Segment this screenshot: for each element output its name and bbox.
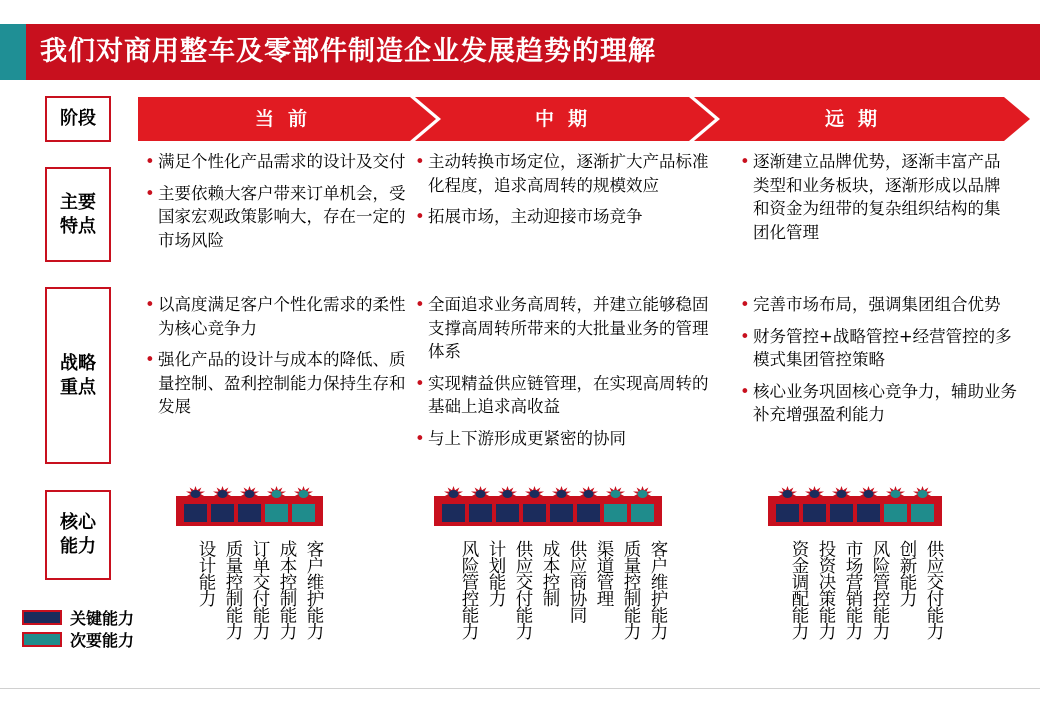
capability-block-key xyxy=(776,504,799,522)
capability-star-core xyxy=(783,490,793,498)
capability-star-core xyxy=(891,490,901,498)
phase-label-far: 远期 xyxy=(824,108,891,130)
capability-labels-far xyxy=(785,540,947,639)
bullet-item: • 实现精益供应链管理，在实现高周转的基础上追求高收益 xyxy=(415,373,709,416)
bullet-item: • 逐渐建立品牌优势，逐渐丰富产品类型和业务板块，逐渐形成以品牌和资金为纽带的复杂组织结构的集团化管理 xyxy=(740,152,1001,242)
bullet-dot-icon: • xyxy=(740,295,750,314)
capability-star-core xyxy=(218,490,228,498)
capability-block-key xyxy=(550,504,573,522)
row-label-features: 主要 特点 xyxy=(45,167,111,262)
capability-blocks-current xyxy=(176,484,323,530)
capability-label: 质量控制能力 xyxy=(223,540,243,639)
legend-label-secondary: 次要能力 xyxy=(70,631,135,650)
capability-star-core xyxy=(810,490,820,498)
capability-block-secondary xyxy=(604,504,627,522)
capability-label: 成本控制 xyxy=(540,540,560,606)
strategy-mid xyxy=(415,293,715,458)
capability-block-key xyxy=(496,504,519,522)
bullet-item: • 核心业务巩固核心竞争力，辅助业务补充增强盈利能力 xyxy=(740,381,1017,424)
capability-label: 创新能力 xyxy=(897,540,917,606)
capability-star-core xyxy=(611,490,621,498)
bullet-dot-icon: • xyxy=(740,152,750,171)
bullet-item: • 与上下游形成更紧密的协同 xyxy=(415,427,715,451)
capability-blocks-far xyxy=(768,484,942,530)
bullet-item: • 全面追求业务高周转，并建立能够稳固支撑高周转所带来的大批量业务的管理体系 xyxy=(415,295,709,361)
capability-star-core xyxy=(299,490,309,498)
capability-block-key xyxy=(523,504,546,522)
capability-label: 计划能力 xyxy=(486,540,506,606)
capability-label: 供应交付能力 xyxy=(924,540,944,639)
capability-block-secondary xyxy=(911,504,934,522)
capability-label: 客户维护能力 xyxy=(304,540,324,639)
capability-block-key xyxy=(857,504,880,522)
bullet-dot-icon: • xyxy=(145,183,155,203)
capability-label: 风险管控能力 xyxy=(459,540,479,639)
bullet-dot-icon: • xyxy=(415,373,425,393)
capability-block-key xyxy=(830,504,853,522)
capability-block-key xyxy=(577,504,600,522)
capability-block-key xyxy=(803,504,826,522)
capability-star-core xyxy=(245,490,255,498)
capability-star-core xyxy=(837,490,847,498)
capability-label: 设计能力 xyxy=(196,540,216,606)
phase-chevrons xyxy=(138,97,1030,141)
capability-star-core xyxy=(918,490,928,498)
legend-label-key: 关键能力 xyxy=(70,609,135,628)
capability-block-secondary xyxy=(265,504,288,522)
capability-star-core xyxy=(584,490,594,498)
capability-star-core xyxy=(272,490,282,498)
capability-star-core xyxy=(530,490,540,498)
capability-block-key xyxy=(211,504,234,522)
bullet-item: • 拓展市场，主动迎接市场竞争 xyxy=(415,205,715,229)
capability-block-key xyxy=(469,504,492,522)
capability-star-core xyxy=(557,490,567,498)
bullet-dot-icon: • xyxy=(145,350,155,369)
bullet-item: • 主动转换市场定位，逐渐扩大产品标准化程度，追求高周转的规模效应 xyxy=(415,152,709,195)
capability-label: 订单交付能力 xyxy=(250,540,270,639)
strategy-current xyxy=(145,293,407,427)
bullet-dot-icon: • xyxy=(740,326,750,346)
bullet-dot-icon: • xyxy=(145,152,155,171)
capability-star-core xyxy=(503,490,513,498)
page-title: 我们对商用整车及零部件制造企业发展趋势的理解 xyxy=(40,36,656,67)
capability-label: 供应交付能力 xyxy=(513,540,533,639)
strategy-far xyxy=(740,293,1022,435)
bullet-item: • 满足个性化产品需求的设计及交付 xyxy=(145,150,410,174)
capability-label: 渠道管理 xyxy=(594,540,614,606)
title-bar xyxy=(0,24,1040,80)
legend-key xyxy=(22,606,134,629)
features-mid xyxy=(415,150,715,237)
bullet-item: • 以高度满足客户个性化需求的柔性为核心竞争力 xyxy=(145,295,406,338)
row-label-core: 核心 能力 xyxy=(45,490,111,580)
bullet-item: • 财务管控+战略管控+经营管控的多模式集团管控策略 xyxy=(740,326,1012,369)
capability-block-secondary xyxy=(631,504,654,522)
capability-blocks-mid xyxy=(434,484,662,530)
capability-labels-mid xyxy=(455,540,671,639)
legend-secondary xyxy=(22,628,134,651)
capability-block-key xyxy=(238,504,261,522)
capability-star-core xyxy=(476,490,486,498)
legend-swatch-key xyxy=(22,610,62,625)
footer-divider xyxy=(0,688,1040,689)
bullet-dot-icon: • xyxy=(740,381,750,401)
bullet-dot-icon: • xyxy=(415,207,425,226)
row-label-stage: 阶段 xyxy=(45,96,111,142)
row-label-strategy: 战略 重点 xyxy=(45,287,111,464)
capability-block-secondary xyxy=(884,504,907,522)
phase-label-current: 当前 xyxy=(254,108,321,130)
title-accent-bar xyxy=(0,24,26,80)
bullet-dot-icon: • xyxy=(145,295,155,314)
bullet-dot-icon: • xyxy=(415,152,425,171)
capability-star-core xyxy=(864,490,874,498)
capability-label: 资金调配能力 xyxy=(789,540,809,639)
bullet-item: • 完善市场布局，强调集团组合优势 xyxy=(740,293,1022,317)
bullet-item: • 强化产品的设计与成本的降低、质量控制、盈利控制能力保持生存和发展 xyxy=(145,350,406,416)
capability-label: 质量控制能力 xyxy=(621,540,641,639)
capability-star-core xyxy=(449,490,459,498)
capability-star-core xyxy=(638,490,648,498)
phase-label-mid: 中期 xyxy=(534,108,601,130)
legend-swatch-secondary xyxy=(22,632,62,647)
capability-label: 客户维护能力 xyxy=(648,540,668,639)
capability-label: 风险管控能力 xyxy=(870,540,890,639)
capability-labels-current xyxy=(192,540,327,639)
capability-block-secondary xyxy=(292,504,315,522)
capability-block-key xyxy=(184,504,207,522)
capability-label: 投资决策能力 xyxy=(816,540,836,639)
bullet-item: • 主要依赖大客户带来订单机会，受国家宏观政策影响大，存在一定的市场风险 xyxy=(145,183,406,250)
capability-label: 市场营销能力 xyxy=(843,540,863,639)
capability-label: 供应商协同 xyxy=(567,540,587,623)
capability-block-key xyxy=(442,504,465,522)
capability-star-core xyxy=(191,490,201,498)
bullet-dot-icon: • xyxy=(415,295,425,314)
features-current xyxy=(145,150,410,260)
capability-label: 成本控制能力 xyxy=(277,540,297,639)
capability-frame xyxy=(434,496,662,526)
bullet-dot-icon: • xyxy=(415,428,425,448)
features-far xyxy=(740,150,1016,252)
